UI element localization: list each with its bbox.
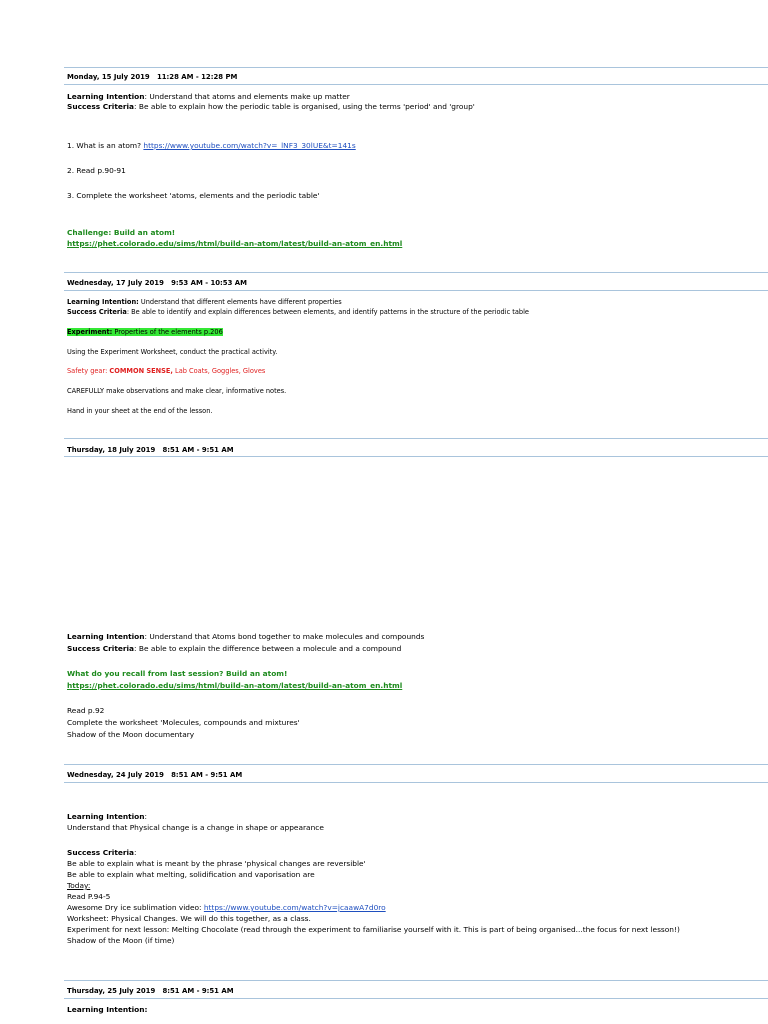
session-time: 8:51 AM - 9:51 AM [162,987,234,995]
task-line: Complete the worksheet 'Molecules, compounds and mixtures' [67,718,300,727]
instruction-line: CAREFULLY make observations and make clear, informative notes. [67,387,287,395]
step-1 [67,141,356,151]
learning-intention [67,297,342,307]
instruction-line: Hand in your sheet at the end of the lesson. [67,407,213,415]
session-date: Wednesday, 24 July 2019 [67,771,164,779]
section-divider [64,438,768,439]
task-line: Read p.92 [67,706,105,715]
session-header-2 [67,278,247,288]
challenge-heading: Challenge: Build an atom! [67,228,176,237]
label-colon: : [134,848,137,857]
task-line: Read P.94-5 [67,892,111,901]
instruction-line: Using the Experiment Worksheet, conduct the practical activity. [67,348,278,356]
section-divider [64,980,768,981]
success-criteria [67,102,475,112]
session-date: Wednesday, 17 July 2019 [67,279,164,287]
dry-ice-video-link[interactable]: https://www.youtube.com/watch?v=jcaawA7d0ro [203,903,386,912]
session-time: 9:53 AM - 10:53 AM [171,279,247,287]
section-divider [64,67,768,68]
header-underline [64,456,768,457]
session-header-4 [67,770,242,780]
label-colon: : [144,812,147,821]
header-underline [64,290,768,291]
success-criteria-text: : Be able to explain how the periodic table is organised, using the terms 'period' and 'group' [134,102,475,111]
success-criteria-line: Be able to explain what melting, solidification and vaporisation are [67,870,315,879]
learning-intention-label: Learning Intention: [67,1005,148,1014]
success-criteria [67,644,401,654]
section-divider [64,764,768,765]
session-header-3 [67,445,234,455]
success-criteria-text: : Be able to identify and explain differences between elements, and identify patterns in the structure of the periodic table [126,308,529,316]
success-criteria-label: Success Criteria [67,644,135,653]
section-divider [64,272,768,273]
learning-intention-heading [67,812,147,822]
task-line: Shadow of the Moon (if time) [67,936,175,945]
learning-intention-text: Understand that different elements have different properties [138,298,342,306]
step-1-text: 1. What is an atom? [67,141,144,150]
learning-intention-label: Learning Intention [67,812,145,821]
session-header-5 [67,986,234,996]
safety-gear [67,366,265,376]
success-criteria-line: Be able to explain what is meant by the phrase 'physical changes are reversible' [67,859,366,868]
experiment-highlight [67,328,223,336]
step-3: 3. Complete the worksheet 'atoms, elements and the periodic table' [67,191,320,200]
success-criteria-label: Success Criteria [67,102,135,111]
learning-intention-label: Learning Intention [67,92,145,101]
header-underline [64,782,768,783]
session-date: Monday, 15 July 2019 [67,73,150,81]
learning-intention-heading [67,1005,147,1015]
task-line: Experiment for next lesson: Melting Chocolate (read through the experiment to familiarise yourself with it. This is part of being organised...the focus for next lesson!) [67,925,680,934]
learning-intention-text: Understand that Physical change is a change in shape or appearance [67,823,324,832]
session-date: Thursday, 18 July 2019 [67,446,156,454]
build-an-atom-link[interactable]: https://phet.colorado.edu/sims/html/build-an-atom/latest/build-an-atom_en.html [67,681,403,690]
learning-intention [67,632,424,642]
header-underline [64,998,768,999]
experiment-text: Properties of the elements p.206 [112,328,223,336]
today-heading: Today: [67,881,91,890]
session-time: 11:28 AM - 12:28 PM [156,73,238,81]
session-date: Thursday, 25 July 2019 [67,987,156,995]
header-underline [64,84,768,85]
safety-label: Safety gear: [67,367,110,375]
video-line [67,903,386,913]
session-header-1 [67,72,237,82]
build-an-atom-link[interactable]: https://phet.colorado.edu/sims/html/build-an-atom/latest/build-an-atom_en.html [67,239,403,248]
safety-emphasis: COMMON SENSE, [109,367,173,375]
video-text: Awesome Dry ice sublimation video: [67,903,204,912]
learning-intention-label: Learning Intention [67,632,145,641]
experiment-line [67,327,223,337]
atom-video-link[interactable]: https://www.youtube.com/watch?v=_lNF3_30lUE&t=141s [143,141,356,150]
session-time: 8:51 AM - 9:51 AM [171,771,243,779]
task-line: Worksheet: Physical Changes. We will do this together, as a class. [67,914,311,923]
success-criteria-text: : Be able to explain the difference between a molecule and a compound [134,644,402,653]
step-2: 2. Read p.90-91 [67,166,126,175]
safety-items: Lab Coats, Goggles, Gloves [172,367,266,375]
learning-intention-label: Learning Intention: [67,298,139,306]
success-criteria-label: Success Criteria [67,848,135,857]
learning-intention [67,92,350,102]
experiment-label: Experiment: [67,328,113,336]
learning-intention-text: : Understand that Atoms bond together to make molecules and compounds [144,632,425,641]
success-criteria-heading [67,848,137,858]
success-criteria-label: Success Criteria [67,308,127,316]
task-line: Shadow of the Moon documentary [67,730,195,739]
recall-heading: What do you recall from last session? Build an atom! [67,669,288,678]
session-time: 8:51 AM - 9:51 AM [162,446,234,454]
success-criteria [67,307,529,317]
learning-intention-text: : Understand that atoms and elements make up matter [144,92,350,101]
